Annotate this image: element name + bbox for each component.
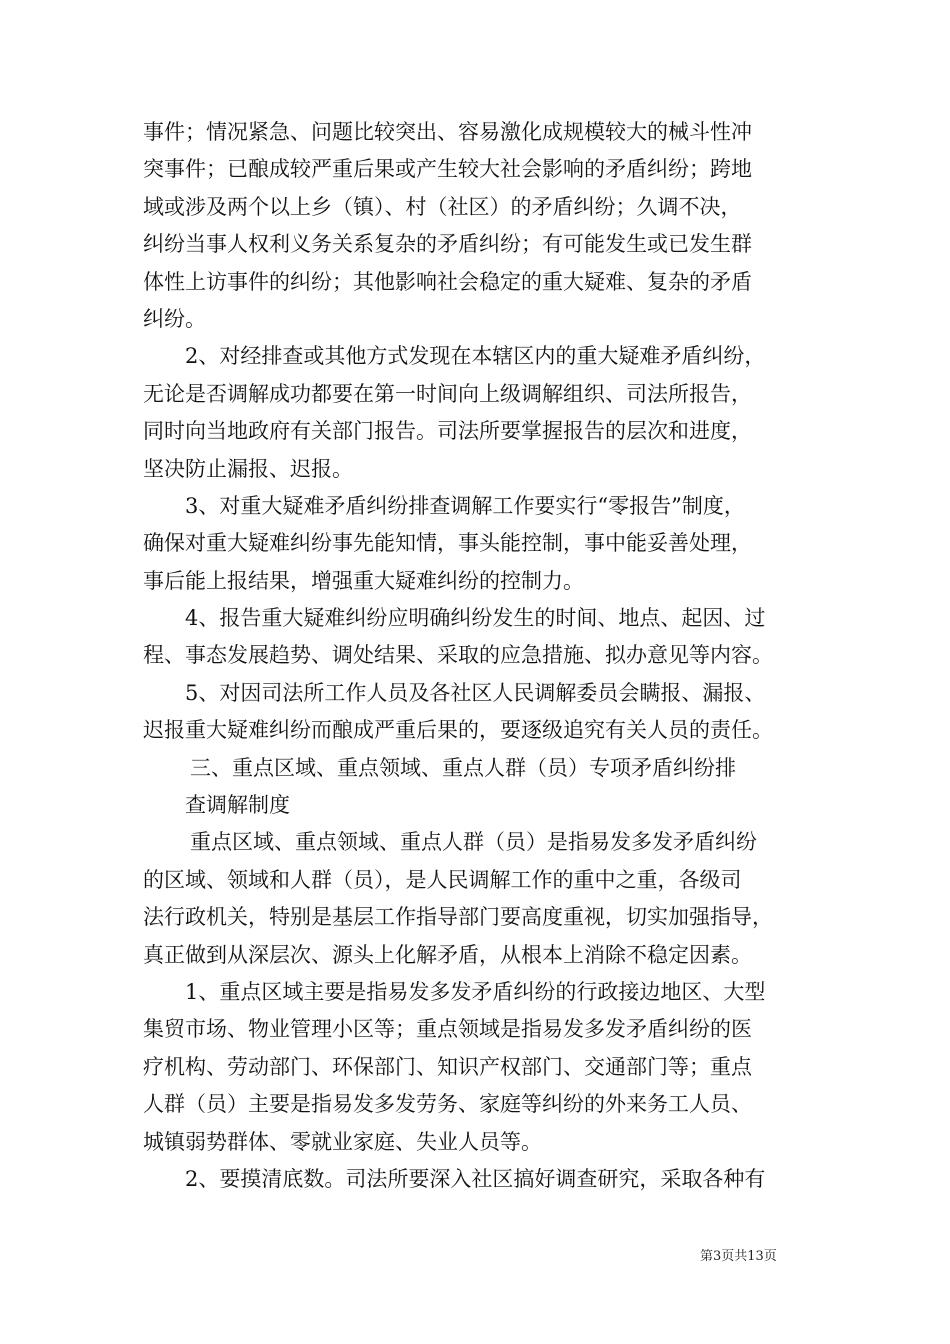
text-line: 的区域、领域和人群（员），是人民调解工作的重中之重，各级司	[143, 867, 742, 892]
text-line: 集贸市场、物业管理小区等；重点领域是指易发多发矛盾纠纷的医	[143, 1017, 752, 1042]
section-heading: 三、重点区域、重点领域、重点人群（员）专项矛盾纠纷排	[190, 755, 736, 780]
paragraph-start: 2、对经排查或其他方式发现在本辖区内的重大疑难矛盾纠纷，	[185, 344, 766, 369]
text-line: 事后能上报结果，增强重大疑难纠纷的控制力。	[143, 568, 584, 593]
paragraph-start: 重点区域、重点领域、重点人群（员）是指易发多发矛盾纠纷	[190, 830, 757, 855]
text-line: 真正做到从深层次、源头上化解矛盾，从根本上消除不稳定因素。	[143, 942, 752, 967]
text-line: 体性上访事件的纠纷；其他影响社会稳定的重大疑难、复杂的矛盾	[143, 269, 752, 294]
text-line: 城镇弱势群体、零就业家庭、失业人员等。	[143, 1129, 542, 1154]
text-line: 同时向当地政府有关部门报告。司法所要掌握报告的层次和进度，	[143, 419, 752, 444]
paragraph-start: 2、要摸清底数。司法所要深入社区搞好调查研究，采取各种有	[185, 1166, 766, 1191]
text-line: 事件；情况紧急、问题比较突出、容易激化成规模较大的械斗性冲	[143, 120, 752, 144]
text-line: 迟报重大疑难纠纷而酿成严重后果的，要逐级追究有关人员的责任。	[143, 718, 773, 743]
text-line: 疗机构、劳动部门、环保部门、知识产权部门、交通部门等；重点	[143, 1054, 752, 1079]
paragraph-start: 5、对因司法所工作人员及各社区人民调解委员会瞒报、漏报、	[185, 680, 766, 705]
text-line: 程、事态发展趋势、调处结果、采取的应急措施、拟办意见等内容。	[143, 643, 773, 668]
paragraph-start: 3、对重大疑难矛盾纠纷排查调解工作要实行“零报告”制度，	[185, 493, 745, 518]
section-heading-continued: 查调解制度	[185, 793, 290, 818]
text-line: 纠纷当事人权利义务关系复杂的矛盾纠纷；有可能发生或已发生群	[143, 232, 752, 257]
text-line: 确保对重大疑难纠纷事先能知情，事头能控制，事中能妥善处理，	[143, 531, 752, 556]
body-text	[143, 114, 809, 1198]
text-line: 无论是否调解成功都要在第一时间向上级调解组织、司法所报告，	[143, 381, 752, 406]
text-line: 域或涉及两个以上乡（镇）、村（社区）的矛盾纠纷；久调不决，	[143, 194, 742, 219]
paragraph-start: 4、报告重大疑难纠纷应明确纠纷发生的时间、地点、起因、过	[185, 606, 766, 631]
text-line: 法行政机关，特别是基层工作指导部门要高度重视，切实加强指导，	[143, 905, 773, 930]
text-line: 坚决防止漏报、迟报。	[143, 456, 353, 481]
text-line: 人群（员）主要是指易发多发劳务、家庭等纠纷的外来务工人员、	[143, 1092, 752, 1117]
text-line: 突事件；已酿成较严重后果或产生较大社会影响的矛盾纠纷；跨地	[143, 157, 752, 182]
paragraph-start: 1、重点区域主要是指易发多发矛盾纠纷的行政接边地区、大型	[185, 979, 766, 1004]
page-number: 第3页共13页	[700, 1249, 777, 1264]
text-line: 纠纷。	[143, 306, 206, 331]
